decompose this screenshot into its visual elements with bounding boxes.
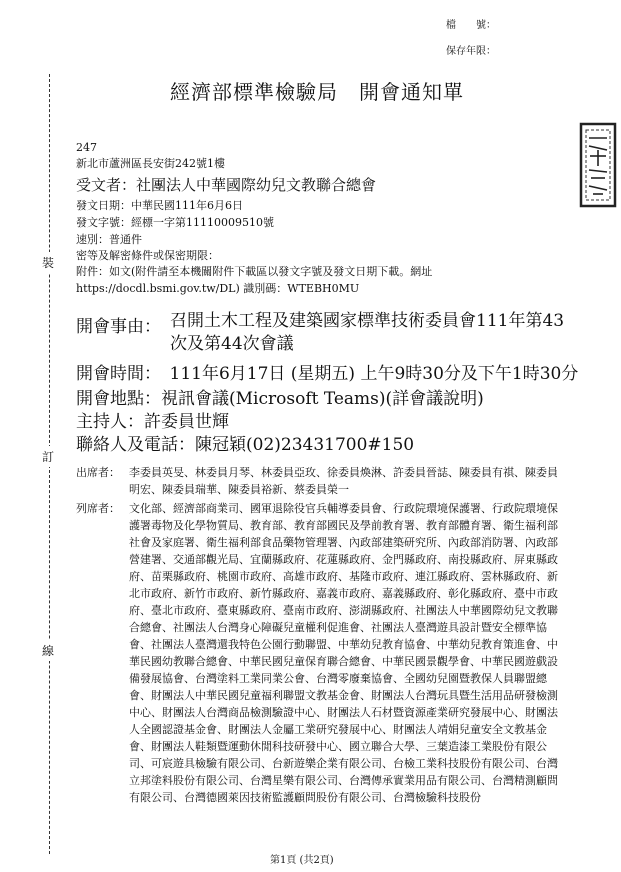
seal-stamp-icon (578, 120, 618, 210)
issue-date: 發文日期：中華民國111年6月6日 (76, 199, 243, 212)
issue-number: 發文字號：經標一字第11110009510號 (76, 216, 274, 229)
page-number: 第1頁 (共2頁) (270, 855, 334, 866)
recipient: 受文者：社團法人中華國際幼兒文教聯合總會 (76, 176, 377, 194)
observers-list: 文化部、經濟部商業司、國軍退除役官兵輔導委員會、行政院環境保護署、行政院環境保護署毒物及化學物質局、教育部、教育部國民及學前教育署、教育部體育署、衛生福利部社會及家庭署、衛生福利部食品藥物管理署、內政部建築研究所、內政部消防署、內政部營建署、交通部觀光局、宜蘭縣政府、花蓮縣政府、金門縣政府、南投縣政府、屏東縣政府、苗栗縣政府、桃園市政府、高雄市政府、基隆市政府、連江縣政府、雲林縣政府、新北市政府、新竹市政府、新竹縣政府、嘉義市政府、嘉義縣政府、彰化縣政府、臺中市政府、臺北市政府、臺東縣政府、臺南市政府、澎湖縣政府、社團法人中華國際幼兒文教聯合總會、社團法人台灣身心障礙兒童權利促進會、社團法人臺灣遊具設計暨安全標準協會、社團法人臺灣還我特色公園行動聯盟、中華幼兒教育協會、中華幼兒教育策進會、中華民國幼教聯合總會、中華民國兒童保育聯合總會、中華民國景觀學會、中華民國遊戲設備發展協會、台灣塗料工業同業公會、台灣零廢棄協會、全國幼兒園暨教保人員聯盟總會、財團法人中華民國兒童福利聯盟文教基金會、財團法人台灣玩具暨生活用品研發檢測中心、財團法人台灣商品檢測驗證中心、財團法人石材暨資源產業研究發展中心、財團法人全國認證基金會、財團法人金屬工業研究發展中心、財團法人靖娟兒童安全文教基金會、財團法人鞋類暨運動休閒科技研發中心、國立聯合大學、三葉造漆工業股份有限公司、可宸遊具檢驗有限公司、台新遊樂企業有限公司、台檢工業科技股份有限公司、台灣立邦塗料股份有限公司、台灣星樂有限公司、台灣傳承實業用品有限公司、台灣精測顧問有限公司、台灣德國萊因技術監護顧問股份有限公司、台灣檢驗科技股份 (129, 502, 558, 804)
attachment-note: 附件：如文(附件請至本機關附件下載區以發文字號及發文日期下載。網址https://docdl.bsmi.gov.tw/DL) 識別碼：WTEBH0MU (76, 265, 433, 295)
page-title: 經濟部標準檢驗局 開會通知單 (170, 80, 464, 104)
retention-period-label: 保存年限： (446, 46, 496, 57)
meeting-reason-label: 開會事由： (76, 317, 161, 337)
meeting-chair: 主持人：許委員世輝 (76, 412, 229, 432)
recipient-address: 新北市蘆洲區長安街242號1樓 (76, 157, 225, 170)
observers-label: 列席者： (76, 502, 120, 515)
meeting-place: 開會地點：視訊會議(Microsoft Teams)(詳會議說明) (76, 389, 484, 409)
binding-mark-ding: 訂 (42, 446, 54, 467)
meeting-contact: 聯絡人及電話：陳冠穎(02)23431700#150 (76, 435, 415, 455)
secrecy-level: 密等及解密條件或保密期限： (76, 249, 219, 262)
postal-code: 247 (76, 141, 97, 154)
attendees-label: 出席者： (76, 466, 120, 479)
file-number-label: 檔 號： (446, 20, 496, 31)
binding-mark-xian: 線 (42, 640, 54, 661)
meeting-time: 開會時間： 111年6月17日 (星期五) 上午9時30分及下午1時30分 (76, 364, 579, 384)
attendees-list: 李委員英旻、林委員月琴、林委員亞玫、徐委員煥淋、許委員晉誌、陳委員有祺、陳委員明宏、陳委員瑞華、陳委員裕新、蔡委員榮一 (129, 466, 558, 496)
binding-mark-zhuang: 裝 (42, 252, 54, 273)
meeting-reason-line1: 召開土木工程及建築國家標準技術委員會111年第43 (170, 311, 565, 331)
delivery-speed: 速別：普通件 (76, 233, 142, 246)
meeting-reason-line2: 次及第44次會議 (170, 334, 294, 354)
